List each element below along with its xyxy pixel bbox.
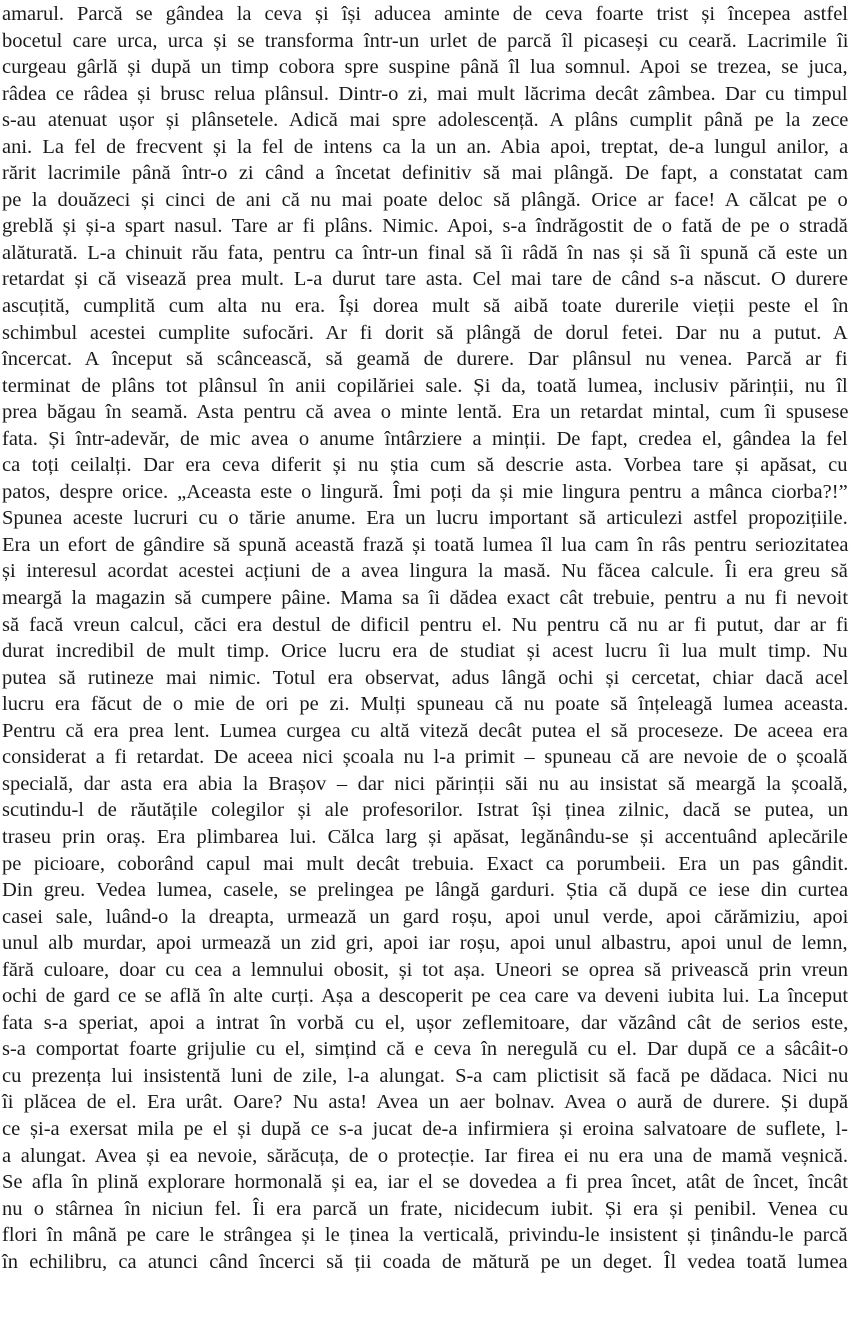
text-line: fata. Și într-adevăr, de mic avea o anume întârziere a minții. De fapt, credea el, gândea la fel xyxy=(2,427,848,450)
text-line: ca toți ceilalți. Dar era ceva diferit și nu știa cum să descrie asta. Vorbea tare și apăsat, cu xyxy=(2,454,848,477)
text-line: râdea ce râdea și brusc relua plânsul. Dintr-o zi, mai mult lăcrima decât zâmbea. Dar cu timpul xyxy=(2,82,848,105)
text-line: încercat. A început să scâncească, să geamă de durere. Dar plânsul nu venea. Parcă ar fi xyxy=(2,348,848,371)
text-line: îi plăcea de el. Era urât. Oare? Nu asta! Avea un aer bolnav. Avea o aură de durere. Și după xyxy=(2,1091,849,1114)
text-line: Se afla în plină explorare hormonală și ea, iar el se dovedea a fi prea încet, atât de încet, încât xyxy=(2,1171,848,1194)
text-line: pe la douăzeci și cinci de ani că nu mai poate deloc să plângă. Orice ar face! A călcat pe o xyxy=(2,188,848,211)
text-line: retardat și că visează prea mult. L-a durut tare asta. Cel mai tare de când s-a născut. O durere xyxy=(2,268,848,291)
text-line: Era un efort de gândire să spună această frază și toată lumea îl lua cam în râs pentru seriozitatea xyxy=(2,533,849,556)
text-line: greblă și și-a spart nasul. Tare ar fi plâns. Nimic. Apoi, s-a îndrăgostit de o fată de pe o stradă xyxy=(2,215,848,238)
text-line: curgeau gârlă și după un timp cobora spre suspine până îl lua somnul. Apoi se trezea, se juca, xyxy=(2,56,848,79)
text-line: meargă la magazin să cumpere pâine. Mama sa îi dădea exact cât trebuie, pentru a nu fi nevoit xyxy=(2,587,849,610)
text-line: casei sale, luând-o la dreapta, urmează un gard roșu, apoi unul verde, apoi cărămiziu, apoi xyxy=(2,905,849,928)
text-line: alăturată. L-a chinuit rău fata, pentru ca într-un final să îi râdă în nas și să îi spună că este un xyxy=(2,241,848,264)
text-line: ascuțită, cumplită cum alta nu era. Își dorea mult să aibă toate durerile vieții peste el în xyxy=(2,295,849,318)
text-line: cu prezența lui insistentă luni de zile, l-a alungat. S-a cam plictisit să facă pe dădaca. Nici nu xyxy=(2,1064,849,1087)
text-line: putea să rutineze mai nimic. Totul era observat, adus lângă ochi și cercetat, chiar dacă acel xyxy=(2,666,849,689)
text-line: unul alb murdar, apoi urmează un zid gri, apoi iar roșu, apoi unul albastru, apoi unul de lemn, xyxy=(2,932,848,955)
text-line: considerat a fi retardat. De aceea nici școala nu l-a primit – spuneau că are nevoie de o școală xyxy=(2,746,848,769)
text-line: a alungat. Avea și ea nevoie, sărăcuța, de o protecție. Iar firea ei nu era una de mamă veșnică. xyxy=(2,1144,849,1167)
text-line: nu o stârnea în niciun fel. Îi era parcă un frate, nicidecum iubit. Și era și penibil. Venea cu xyxy=(2,1197,849,1220)
text-line: fără culoare, doar cu cea a lemnului obosit, și tot așa. Uneori se oprea să privească prin vreun xyxy=(2,958,849,981)
text-line: amarul. Parcă se gândea la ceva și își aducea aminte de ceva foarte trist și începea astfel xyxy=(2,3,848,25)
text-line: bocetul care urca, urca și se transforma într-un urlet de parcă îl picaseși cu ceară. Lacrimile îi xyxy=(2,29,849,52)
text-line: terminat de plâns tot plânsul în anii copilăriei sale. Și da, toată lumea, inclusiv părinții, nu îl xyxy=(2,374,848,397)
text-line: Pentru că era prea lent. Lumea curgea cu altă viteză decât putea el să proceseze. De aceea era xyxy=(2,719,848,742)
text-line: ochi de gard ce se află în alte curți. Așa a descoperit pe cea care va deveni iubita lui. La început xyxy=(2,985,849,1008)
text-line: Din greu. Vedea lumea, casele, se prelingea pe lângă garduri. Știa că după ce iese din curtea xyxy=(2,879,849,902)
text-line: rărit lacrimile până într-o zi când a încetat definitiv să mai plângă. De fapt, a constatat cam xyxy=(2,162,849,185)
text-line: durat incredibil de mult timp. Orice lucru era de studiat și acest lucru îi lua mult timp. Nu xyxy=(2,640,848,663)
text-line: ani. La fel de frecvent și la fel de intens ca la un an. Abia apoi, treptat, de-a lungul anilor, a xyxy=(2,135,849,158)
text-line: s-a comportat foarte grijulie cu el, simțind că e ceva în neregulă cu el. Dar după ce a sâcâit-o xyxy=(2,1038,849,1061)
text-line: și interesul acordat acestei acțiuni de a avea lingura la masă. Nu făcea calcule. Îi era greu să xyxy=(2,560,848,583)
text-line: patos, despre orice. „Aceasta este o lingură. Îmi poți da și mie lingura pentru a mânca ciorba?!” xyxy=(2,480,848,503)
text-line: traseu prin oraș. Era plimbarea lui. Călca larg și apăsat, legănându-se și accentuând aplecările xyxy=(2,825,848,848)
text-line: să facă vreun calcul, căci era destul de dificil pentru el. Nu pentru că nu ar fi putut, dar ar fi xyxy=(2,613,849,636)
text-line: în echilibru, ca atunci când încerci să ții coada de mătură pe un deget. Îl vedea toată lumea xyxy=(2,1250,848,1273)
text-line: Spunea aceste lucruri cu o tărie anume. Era un lucru important să articulezi astfel propozițiile. xyxy=(2,507,848,530)
body-text xyxy=(2,1,848,1275)
text-line: specială, dar asta era abia la Brașov – dar nici părinții săi nu au insistat să meargă la școală, xyxy=(2,772,848,795)
text-line: pe picioare, coborând capul mai mult decât trebuia. Exact ca porumbeii. Era un pas gândit. xyxy=(2,852,849,875)
text-line: ce și-a exersat mila pe el și după ce s-a jucat de-a infirmiera și eroina salvatoare de suflete, l- xyxy=(2,1117,848,1140)
text-line: fata s-a speriat, apoi a intrat în vorbă cu el, ușor zeflemitoare, dar văzând cât de serios este, xyxy=(2,1011,849,1034)
text-line: s-au atenuat ușor și plânsetele. Adică mai spre adolescență. A plâns cumplit până pe la zece xyxy=(2,109,849,132)
text-line: flori în mână pe care le strângea și le ținea la verticală, privindu-le insistent și ținându-le parcă xyxy=(2,1224,848,1247)
text-line: prea băgau în seamă. Asta pentru că avea o minte lentă. Era un retardat mintal, cum îi spusese xyxy=(2,401,849,424)
text-line: schimbul acestei cumplite sufocări. Ar fi dorit să plângă de dorul fetei. Dar nu a putut. A xyxy=(2,321,848,344)
text-line: lucru era făcut de o mie de ori pe zi. Mulți spuneau că nu poate să înțeleagă lumea aceasta. xyxy=(2,693,849,716)
text-line: scutindu-l de răutățile colegilor și ale profesorilor. Istrat își ținea zilnic, dacă se putea, un xyxy=(2,799,849,822)
